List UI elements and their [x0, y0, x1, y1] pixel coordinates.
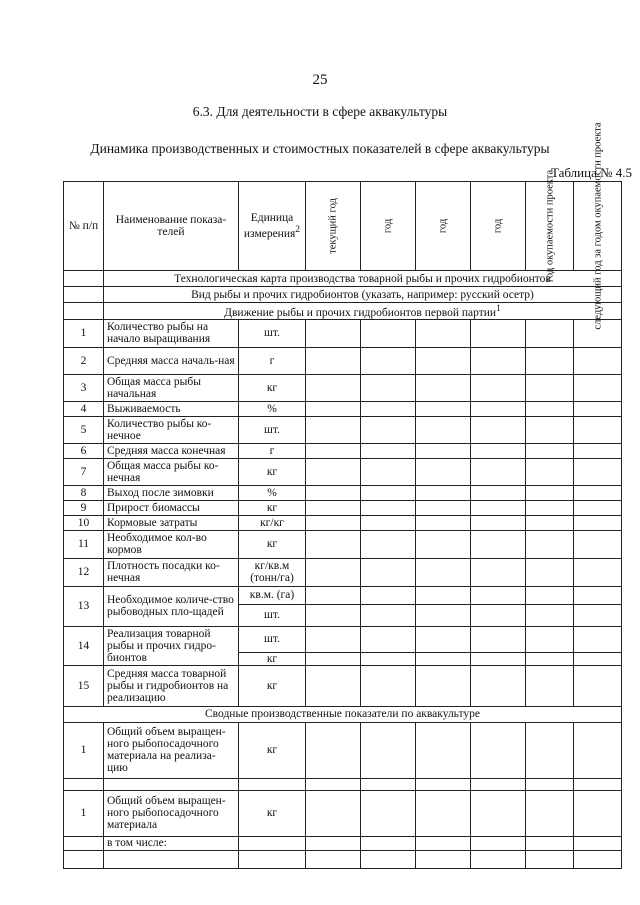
table-row: 8 Выход после зимовки %: [64, 485, 622, 500]
table-row: 15 Средняя масса товарной рыбы и гидробионтов на реализацию кг: [64, 665, 622, 706]
header-year-2: год: [416, 182, 471, 271]
header-next-year: следующий год за годом окупаемости проекта: [574, 182, 622, 271]
header-payback-year: год окупаемости проекта: [526, 182, 574, 271]
header-year-3: год: [471, 182, 526, 271]
table-title: Динамика производственных и стоимостных показателей в сфере аквакультуры: [90, 141, 550, 156]
table-row: кг: [64, 652, 622, 665]
table-row: 9 Прирост биомассы кг: [64, 500, 622, 515]
table-row: 1 Общий объем выращен-ного рыбопосадочного материала кг: [64, 790, 622, 836]
section-species: Вид рыбы и прочих гидробионтов (указать, например: русский осетр): [104, 287, 622, 303]
header-num: № п/п: [64, 182, 104, 271]
section-tech-map: Технологическая карта производства товарной рыбы и прочих гидробионтов: [104, 271, 622, 287]
table-row: 6 Средняя масса конечная г: [64, 443, 622, 458]
table-row: 14 Реализация товарной рыбы и прочих гидро-бионтов шт.: [64, 626, 622, 652]
header-current-year: текущий год: [306, 182, 361, 271]
page-number: 25: [312, 72, 328, 88]
table-row: 3 Общая масса рыбы начальная кг: [64, 374, 622, 401]
table-row: 1 Количество рыбы на начало выращивания шт.: [64, 319, 622, 347]
table-row: в том числе:: [64, 836, 622, 850]
table-row: 10 Кормовые затраты кг/кг: [64, 515, 622, 530]
table-row: 2 Средняя масса началь-ная г: [64, 347, 622, 374]
table-row: 5 Количество рыбы ко-нечное шт.: [64, 416, 622, 443]
header-year-1: год: [361, 182, 416, 271]
header-name: Наименование показа-телей: [104, 182, 239, 271]
table-header-row: [64, 182, 622, 271]
section-heading: 6.3. Для деятельности в сфере аквакультуры: [192, 104, 448, 119]
table-row: шт.: [64, 604, 622, 626]
table-row: 13 Необходимое количе-ство рыбоводных пло-щадей кв.м. (га): [64, 586, 622, 604]
section-movement: Движение рыбы и прочих гидробионтов первой партии$^1$: [104, 303, 622, 320]
section-summary: Сводные производственные показатели по аквакультуре: [64, 706, 622, 722]
table-row: 11 Необходимое кол-во кормов кг: [64, 530, 622, 558]
header-unit: Единица измерения$^2$: [239, 182, 306, 271]
table-row: 4 Выживаемость %: [64, 401, 622, 416]
table-row: 12 Плотность посадки ко-нечная кг/кв.м (тонн/га): [64, 558, 622, 586]
table-row: 1 Общий объем выращен-ного рыбопосадочного материала на реализа-цию кг: [64, 722, 622, 778]
table-row: 7 Общая масса рыбы ко-нечная кг: [64, 458, 622, 485]
table-caption: Таблица № 4.5: [550, 165, 632, 180]
